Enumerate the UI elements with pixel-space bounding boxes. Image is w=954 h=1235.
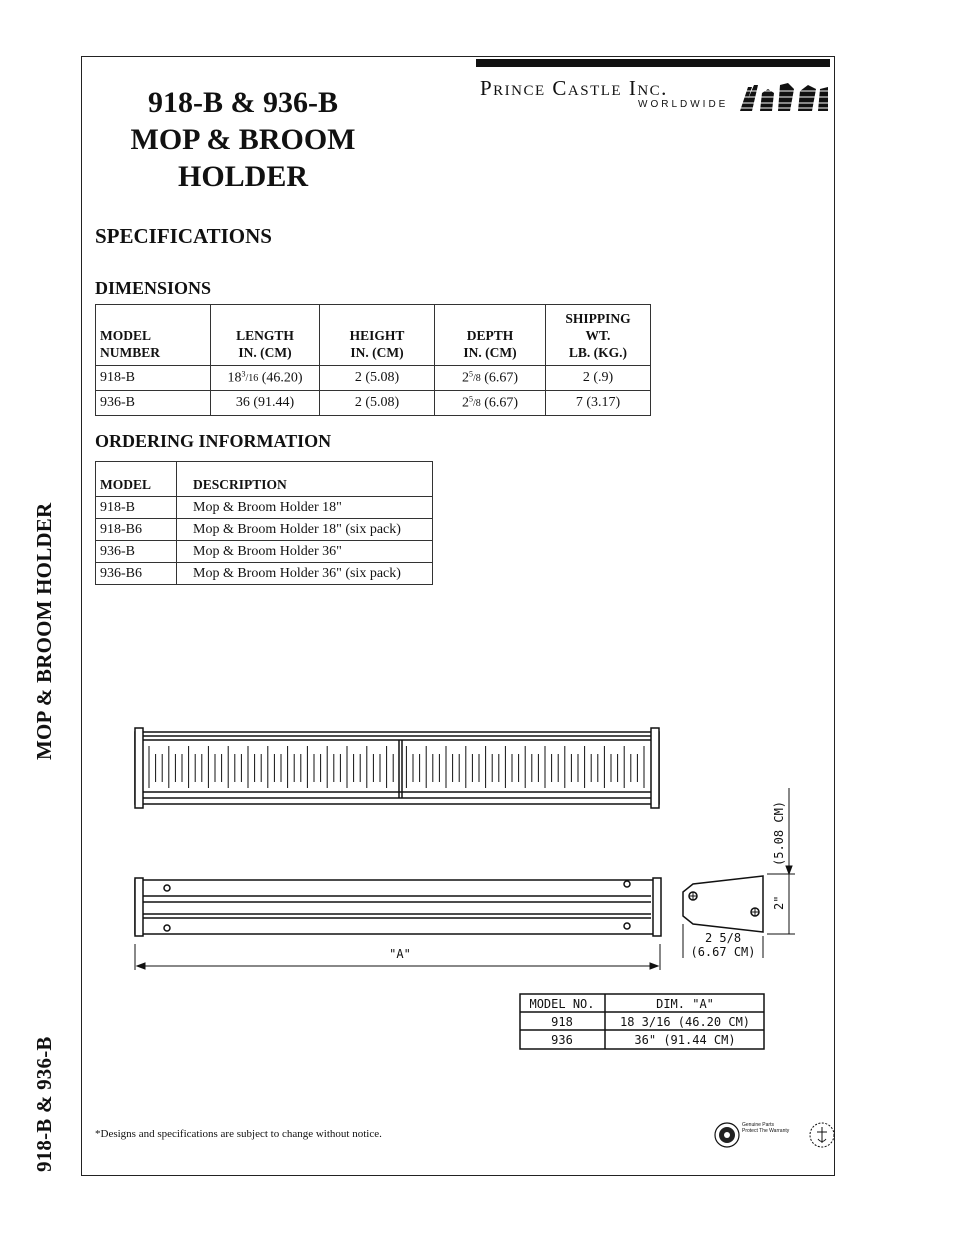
side-label-models: 918-B & 936-B — [32, 1036, 56, 1172]
cell-description: Mop & Broom Holder 18" (six pack) — [177, 519, 433, 541]
height-cm-label: (5.08 CM) — [772, 800, 786, 866]
dim-table-cell-dim: 36" (91.44 CM) — [634, 1033, 736, 1047]
table-row — [96, 497, 433, 519]
cell-model: 918-B — [96, 497, 177, 519]
badge-line-1: Genuine Parts — [742, 1122, 774, 1128]
top-view-illustration — [135, 728, 659, 808]
cell-model: 918-B — [96, 366, 211, 391]
column-header-length: LENGTH IN. (CM) — [211, 305, 320, 366]
badge-line-2: Protect The Warranty — [742, 1128, 790, 1134]
column-header-height: HEIGHT IN. (CM) — [320, 305, 435, 366]
cell-description: Mop & Broom Holder 36" — [177, 541, 433, 563]
column-header-description: DESCRIPTION — [177, 462, 433, 497]
cell-description: Mop & Broom Holder 36" (six pack) — [177, 563, 433, 585]
genuine-parts-seal-icon — [714, 1120, 740, 1150]
cell-model: 936-B6 — [96, 563, 177, 585]
dim-table-cell-dim: 18 3/16 (46.20 CM) — [619, 1015, 751, 1029]
dimensions-heading: DIMENSIONS — [95, 278, 212, 298]
side-label-product: MOP & BROOM HOLDER — [32, 502, 56, 760]
dimension-a-label: "A" — [389, 947, 411, 961]
dimensions-table — [95, 304, 651, 416]
table-row — [96, 541, 433, 563]
table-row — [96, 519, 433, 541]
column-header-shipping-weight: SHIPPING WT. LB. (KG.) — [546, 305, 651, 366]
cell-height: 2 (5.08) — [320, 391, 435, 416]
footnote: *Designs and specifications are subject to change without notice. — [95, 1128, 382, 1140]
cell-length: $18^3/16$ (46.20) — [211, 366, 320, 391]
certification-seal-icon — [808, 1118, 836, 1152]
dim-table-header-model: MODEL NO. — [529, 997, 595, 1011]
page-title — [110, 84, 376, 195]
dim-table-cell-model: 918 — [551, 1015, 573, 1029]
dim-table-cell-model: 936 — [551, 1033, 573, 1047]
cell-model: 936-B — [96, 541, 177, 563]
table-header-row — [96, 462, 433, 497]
ordering-table — [95, 461, 433, 585]
column-header-model: MODEL NUMBER — [96, 305, 211, 366]
cell-depth: $2^5/8$ (6.67) — [435, 391, 546, 416]
table-row — [96, 391, 651, 416]
ordering-heading: ORDERING INFORMATION — [95, 431, 332, 451]
cell-height: 2 (5.08) — [320, 366, 435, 391]
title-line-models: 918-B & 936-B — [148, 86, 338, 119]
title-line-product: MOP & BROOM — [130, 123, 356, 156]
dim-table-header-dim: DIM. "A" — [656, 997, 714, 1011]
cell-model: 936-B — [96, 391, 211, 416]
title-line-holder: HOLDER — [177, 160, 309, 193]
depth-inches-label: 2 5/8 — [704, 931, 742, 945]
specifications-heading: SPECIFICATIONS — [95, 224, 272, 248]
header-rule — [476, 59, 830, 67]
cell-depth: $2^5/8$ (6.67) — [435, 366, 546, 391]
front-view-illustration — [135, 878, 661, 936]
table-row — [96, 563, 433, 585]
height-inches-label: 2" — [772, 895, 786, 910]
brand-logo-block — [480, 76, 830, 116]
column-header-model: MODEL — [96, 462, 177, 497]
cell-description: Mop & Broom Holder 18" — [177, 497, 433, 519]
depth-cm-label: (6.67 CM) — [690, 945, 756, 959]
brand-name: Prince Castle Inc. — [480, 76, 668, 100]
cell-weight: 7 (3.17) — [546, 391, 651, 416]
column-header-depth: DEPTH IN. (CM) — [435, 305, 546, 366]
cell-weight: 2 (.9) — [546, 366, 651, 391]
side-bracket-illustration — [683, 876, 763, 932]
cell-model: 918-B6 — [96, 519, 177, 541]
globe-logo-icon — [738, 79, 830, 113]
table-row — [96, 366, 651, 391]
brand-tagline: WORLDWIDE — [638, 99, 729, 110]
technical-drawing — [115, 688, 786, 1068]
genuine-parts-text — [742, 1122, 804, 1134]
cell-length: 36 (91.44) — [211, 391, 320, 416]
table-header-row — [96, 305, 651, 366]
